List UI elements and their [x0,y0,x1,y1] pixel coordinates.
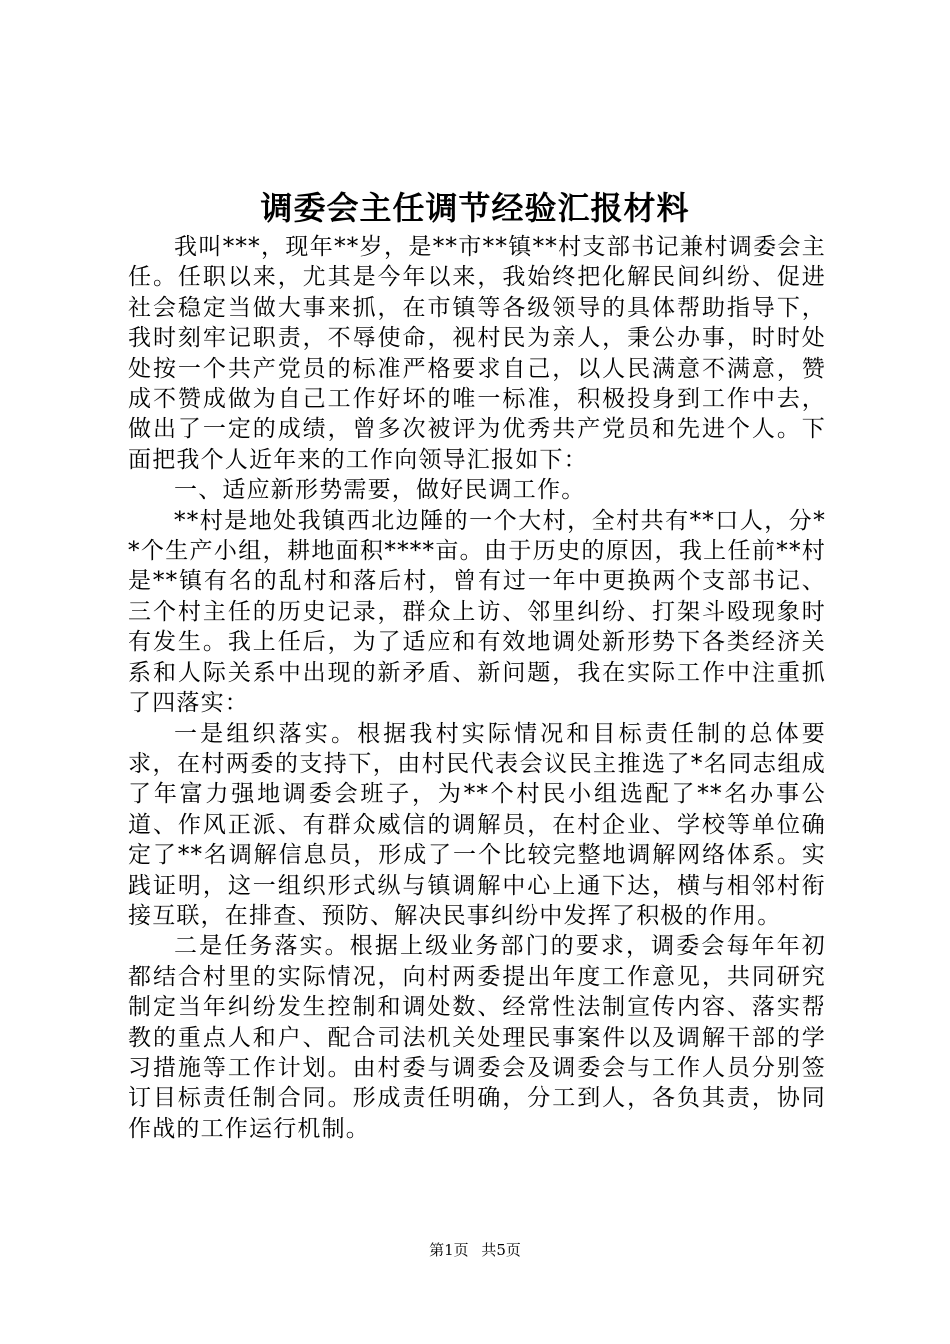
total-pages: 共5页 [481,1241,521,1259]
task-paragraph: 二是任务落实。根据上级业务部门的要求，调委会每年年初都结合村里的实际情况，向村两委提出年度工作意见，共同研究制定当年纠纷发生控制和调处数、经常性法制宣传内容、落实帮教的重点人和户、配合司法机关处理民事案件以及调解干部的学习措施等工作计划。由村委与调委会及调委会与工作人员分别签订目标责任制合同。形成责任明确，分工到人，各负其责，协同作战的工作运行机制。 [128,933,826,1142]
intro-paragraph: 我叫***，现年**岁，是**市**镇**村支部书记兼村调委会主任。任职以来，尤其是今年以来，我始终把化解民间纠纷、促进社会稳定当做大事来抓，在市镇等各级领导的具体帮助指导下，我时刻牢记职责，不辱使命，视村民为亲人，秉公办事，时时处处按一个共产党员的标准严格要求自己，以人民满意不满意，赞成不赞成做为自己工作好坏的唯一标准，积极投身到工作中去，做出了一定的成绩，曾多次被评为优秀共产党员和先进个人。下面把我个人近年来的工作向领导汇报如下： [128,234,826,473]
page-footer [0,1240,950,1260]
document-body [128,232,826,1144]
organization-paragraph: 一是组织落实。根据我村实际情况和目标责任制的总体要求，在村两委的支持下，由村民代表会议民主推选了*名同志组成了年富力强地调委会班子，为**个村民小组选配了**名办事公道、作风正派、有群众威信的调解员，在村企业、学校等单位确定了**名调解信息员，形成了一个比较完整地调解网络体系。实践证明，这一组织形式纵与镇调解中心上通下达，横与相邻村衔接互联，在排查、预防、解决民事纠纷中发挥了积极的作用。 [128,720,826,929]
page-number: 第1页 [429,1241,469,1259]
document-title: 调委会主任调节经验汇报材料 [260,189,690,227]
background-paragraph: **村是地处我镇西北边陲的一个大村，全村共有**口人，分**个生产小组，耕地面积****亩。由于历史的原因，我上任前**村是**镇有名的乱村和落后村，曾有过一年中更换两个支部书记、三个村主任的历史记录，群众上访、邻里纠纷、打架斗殴现象时有发生。我上任后，为了适应和有效地调处新形势下各类经济关系和人际关系中出现的新矛盾、新问题，我在实际工作中注重抓了四落实： [128,507,826,717]
section-heading: 一、适应新形势需要，做好民调工作。 [174,477,586,504]
